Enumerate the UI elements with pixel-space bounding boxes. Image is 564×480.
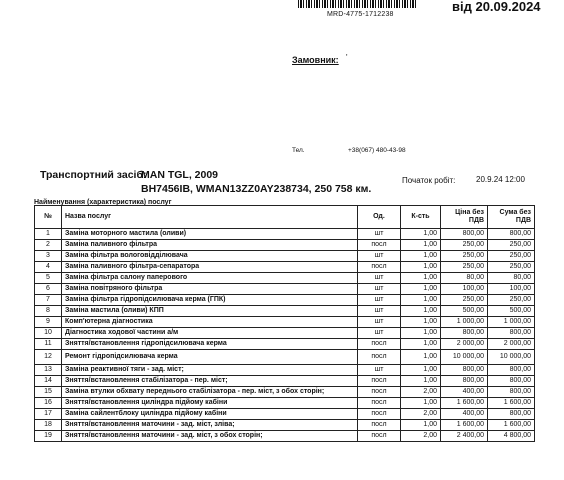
cell-unit: посл [358,376,401,387]
cell-price: 500,00 [441,306,488,317]
cell-unit: шт [358,365,401,376]
table-row [35,229,535,240]
header-name: Назва послуг [62,206,358,229]
table-row [35,240,535,251]
cell-price: 800,00 [441,229,488,240]
cell-price: 2 000,00 [441,339,488,350]
cell-name: Зняття/встановлення маточини - зад. міст, зліва; [62,420,358,431]
cell-name: Заміна фільтра салону паперового [62,273,358,284]
document-date: від 20.09.2024 [452,0,541,14]
cell-no: 10 [35,328,62,339]
cell-qty: 1,00 [401,273,441,284]
cell-name: Комп'ютерна діагностика [62,317,358,328]
cell-qty: 2,00 [401,387,441,398]
cell-sum: 1 600,00 [488,398,535,409]
cell-sum: 100,00 [488,284,535,295]
table-caption: Найменування (характеристика) послуг [34,199,172,206]
vehicle-model: MAN TGL, 2009 [141,169,219,181]
services-table [34,205,535,442]
table-row [35,295,535,306]
cell-no: 9 [35,317,62,328]
cell-name: Заміна повітряного фільтра [62,284,358,295]
cell-name: Заміна мастила (оливи) КПП [62,306,358,317]
cell-name: Заміна фільтра вологовідділювача [62,251,358,262]
table-row [35,273,535,284]
cell-unit: посл [358,262,401,273]
table-row [35,328,535,339]
cell-name: Заміна реактивної тяги - зад. міст; [62,365,358,376]
cell-no: 6 [35,284,62,295]
cell-sum: 800,00 [488,387,535,398]
cell-sum: 800,00 [488,376,535,387]
cell-price: 1 600,00 [441,420,488,431]
start-label: Початок робіт: [402,176,456,185]
table-row [35,398,535,409]
barcode [298,0,418,8]
cell-unit: посл [358,431,401,442]
cell-unit: шт [358,317,401,328]
table-row [35,365,535,376]
cell-unit: шт [358,273,401,284]
cell-sum: 4 800,00 [488,431,535,442]
cell-price: 800,00 [441,328,488,339]
table-row [35,306,535,317]
cell-qty: 1,00 [401,350,441,365]
cell-name: Заміна паливного фільтра-сепаратора [62,262,358,273]
table-row [35,409,535,420]
cell-unit: посл [358,409,401,420]
cell-no: 2 [35,240,62,251]
cell-no: 18 [35,420,62,431]
cell-no: 13 [35,365,62,376]
cell-qty: 1,00 [401,365,441,376]
table-row [35,339,535,350]
table-row [35,431,535,442]
cell-no: 5 [35,273,62,284]
customer-label: Замовник: [292,55,339,65]
cell-no: 19 [35,431,62,442]
cell-unit: шт [358,229,401,240]
header-no: № [35,206,62,229]
cell-no: 12 [35,350,62,365]
cell-sum: 800,00 [488,409,535,420]
cell-price: 1 000,00 [441,317,488,328]
cell-sum: 1 000,00 [488,317,535,328]
cell-name: Зняття/встановлення циліндра підйому кабіни [62,398,358,409]
cell-no: 4 [35,262,62,273]
cell-no: 14 [35,376,62,387]
cell-name: Заміна паливного фільтра [62,240,358,251]
cell-no: 16 [35,398,62,409]
cell-sum: 80,00 [488,273,535,284]
cell-no: 3 [35,251,62,262]
table-row [35,376,535,387]
table-row [35,284,535,295]
cell-unit: шт [358,295,401,306]
cell-no: 11 [35,339,62,350]
cell-unit: шт [358,306,401,317]
cell-name: Заміна моторного мастила (оливи) [62,229,358,240]
document-number: MRD-4775-1712238 [327,11,394,18]
cell-qty: 1,00 [401,317,441,328]
cell-price: 250,00 [441,262,488,273]
cell-sum: 500,00 [488,306,535,317]
start-value: 20.9.24 12:00 [476,175,525,184]
cell-name: Заміна сайлентблоку циліндра підйому кабіни [62,409,358,420]
table-row [35,251,535,262]
cell-qty: 1,00 [401,306,441,317]
header-unit: Од. [358,206,401,229]
cell-price: 250,00 [441,295,488,306]
cell-price: 400,00 [441,387,488,398]
cell-sum: 250,00 [488,251,535,262]
cell-sum: 1 600,00 [488,420,535,431]
cell-unit: посл [358,240,401,251]
cell-sum: 250,00 [488,295,535,306]
cell-name: Заміна втулки обхвату переднього стабілізатора - пер. міст, з обох сторін; [62,387,358,398]
cell-price: 2 400,00 [441,431,488,442]
cell-no: 17 [35,409,62,420]
header-price: Ціна без ПДВ [441,206,488,229]
cell-qty: 1,00 [401,229,441,240]
cell-price: 1 600,00 [441,398,488,409]
cell-no: 7 [35,295,62,306]
header-sum: Сума без ПДВ [488,206,535,229]
cell-price: 80,00 [441,273,488,284]
cell-sum: 250,00 [488,262,535,273]
cell-qty: 1,00 [401,376,441,387]
cell-no: 8 [35,306,62,317]
cell-sum: 2 000,00 [488,339,535,350]
cell-price: 250,00 [441,251,488,262]
table-row [35,350,535,365]
cell-qty: 1,00 [401,262,441,273]
cell-qty: 2,00 [401,409,441,420]
cell-qty: 1,00 [401,420,441,431]
table-row [35,387,535,398]
customer-value: ' [346,53,348,62]
cell-unit: шт [358,251,401,262]
cell-qty: 1,00 [401,339,441,350]
cell-price: 100,00 [441,284,488,295]
cell-no: 1 [35,229,62,240]
cell-unit: шт [358,328,401,339]
cell-sum: 10 000,00 [488,350,535,365]
cell-no: 15 [35,387,62,398]
cell-sum: 800,00 [488,328,535,339]
cell-qty: 1,00 [401,240,441,251]
cell-qty: 1,00 [401,295,441,306]
cell-unit: шт [358,284,401,295]
tel-value: +38(067) 480-43-98 [348,147,406,154]
cell-price: 800,00 [441,365,488,376]
cell-qty: 2,00 [401,431,441,442]
table-row [35,317,535,328]
header-qty: К-сть [401,206,441,229]
cell-name: Зняття/встановлення маточини - зад. міст, з обох сторін; [62,431,358,442]
table-header-row [35,206,535,229]
cell-sum: 250,00 [488,240,535,251]
cell-unit: посл [358,350,401,365]
cell-name: Зняття/встановлення стабілізатора - пер. міст; [62,376,358,387]
cell-name: Ремонт гідропідсилювача керма [62,350,358,365]
cell-unit: посл [358,339,401,350]
tel-label: Тел. [292,147,305,154]
cell-unit: посл [358,387,401,398]
cell-name: Діагностика ходової частини а/м [62,328,358,339]
cell-price: 400,00 [441,409,488,420]
cell-price: 250,00 [441,240,488,251]
cell-name: Зняття/встановлення гідропідсилювача керма [62,339,358,350]
cell-qty: 1,00 [401,284,441,295]
vehicle-label: Транспортний засіб: [40,169,147,181]
vehicle-ids: BH7456IB, WMAN13ZZ0AY238734, 250 758 км. [141,183,372,195]
cell-qty: 1,00 [401,398,441,409]
cell-qty: 1,00 [401,328,441,339]
table-row [35,420,535,431]
cell-sum: 800,00 [488,365,535,376]
cell-unit: посл [358,420,401,431]
cell-sum: 800,00 [488,229,535,240]
cell-qty: 1,00 [401,251,441,262]
cell-name: Заміна фільтра гідропідсилювача керма (ГПК) [62,295,358,306]
cell-price: 800,00 [441,376,488,387]
cell-unit: посл [358,398,401,409]
cell-price: 10 000,00 [441,350,488,365]
table-row [35,262,535,273]
